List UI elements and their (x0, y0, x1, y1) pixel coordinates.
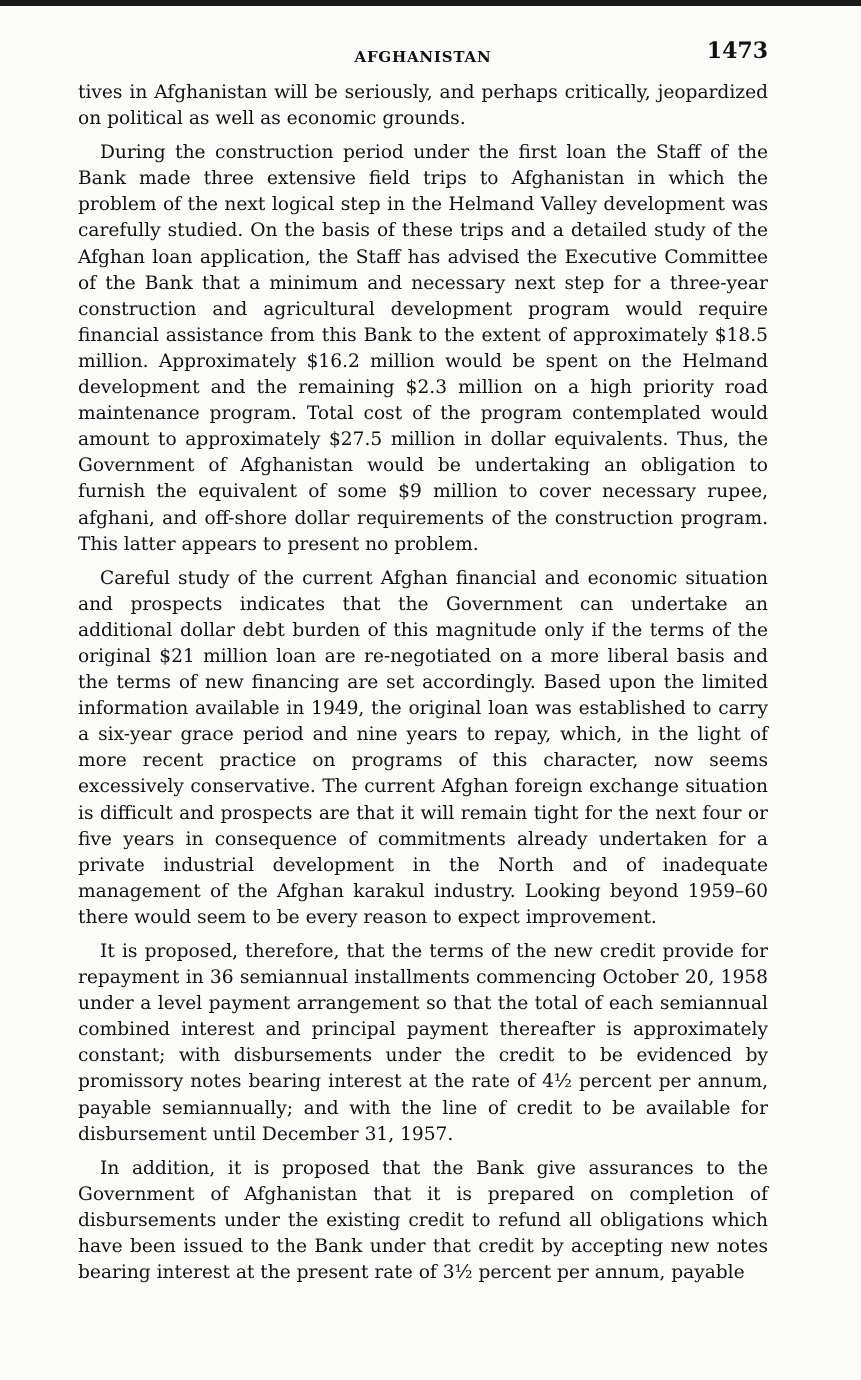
paragraph-assurances: In addition, it is proposed that the Bank give assurances to the Government of Afghanistan that it is prepared on completion of disbursements under the existing credit to refund all obligations which have been issued to the Bank under that credit by accepting new notes bearing interest at the present rate of 3½ percent per annum, payable (78, 1157, 768, 1284)
running-head (78, 38, 768, 74)
paragraph-financial-situation: Careful study of the current Afghan financial and economic situation and prospects indicates that the Government can undertake an additional dollar debt burden of this magnitude only if the terms of the original $21 million loan are re-negotiated on a more liberal basis and the terms of new financing are set accordingly. Based upon the limited information available in 1949, the original loan was established to carry a six-year grace period and nine years to repay, which, in the light of more recent practice on programs of this character, now seems excessively conservative. The current Afghan foreign exchange situation is difficult and prospects are that it will remain tight for the next four or five years in consequence of commitments already undertaken for a private industrial development in the North and of inadequate management of the Afghan karakul industry. Looking beyond 1959–60 there would seem to be every reason to expect improvement. (78, 567, 768, 928)
paragraph-continued: tives in Afghanistan will be seriously, and perhaps critically, jeopardized on political as well as economic grounds. (78, 82, 768, 130)
paragraph-credit-terms: It is proposed, therefore, that the terms of the new credit provide for repayment in 36 semiannual installments commencing October 20, 1958 under a level payment arrangement so that the total of each semiannual combined interest and principal payment thereafter is approximately constant; with disbursements under the credit to be evidenced by promissory notes bearing interest at the rate of 4½ percent per annum, payable semiannually; and with the line of credit to be available for disbursement until December 31, 1957. (78, 941, 768, 1145)
paragraph-construction-period: During the construction period under the first loan the Staff of the Bank made three extensive field trips to Afghanistan in which the problem of the next logical step in the Helmand Valley development was carefully studied. On the basis of these trips and a detailed study of the Afghan loan application, the Staff has advised the Executive Committee of the Bank that a minimum and necessary next step for a three-year construction and agricultural development program would require financial assistance from this Bank to the extent of approximately $18.5 million. Approximately $16.2 million would be spent on the Helmand development and the remaining $2.3 million on a high priority road maintenance program. Total cost of the program contemplated would amount to approximately $27.5 million in dollar equivalents. Thus, the Government of Afghanistan would be undertaking an obligation to furnish the equivalent of some $9 million to cover necessary rupee, afghani, and off-shore dollar requirements of the construction program. This latter appears to present no problem. (78, 142, 768, 555)
body-text (78, 80, 768, 1294)
top-rule (0, 0, 861, 6)
running-title: AFGHANISTAN (354, 48, 492, 66)
page-number: 1473 (706, 38, 768, 64)
